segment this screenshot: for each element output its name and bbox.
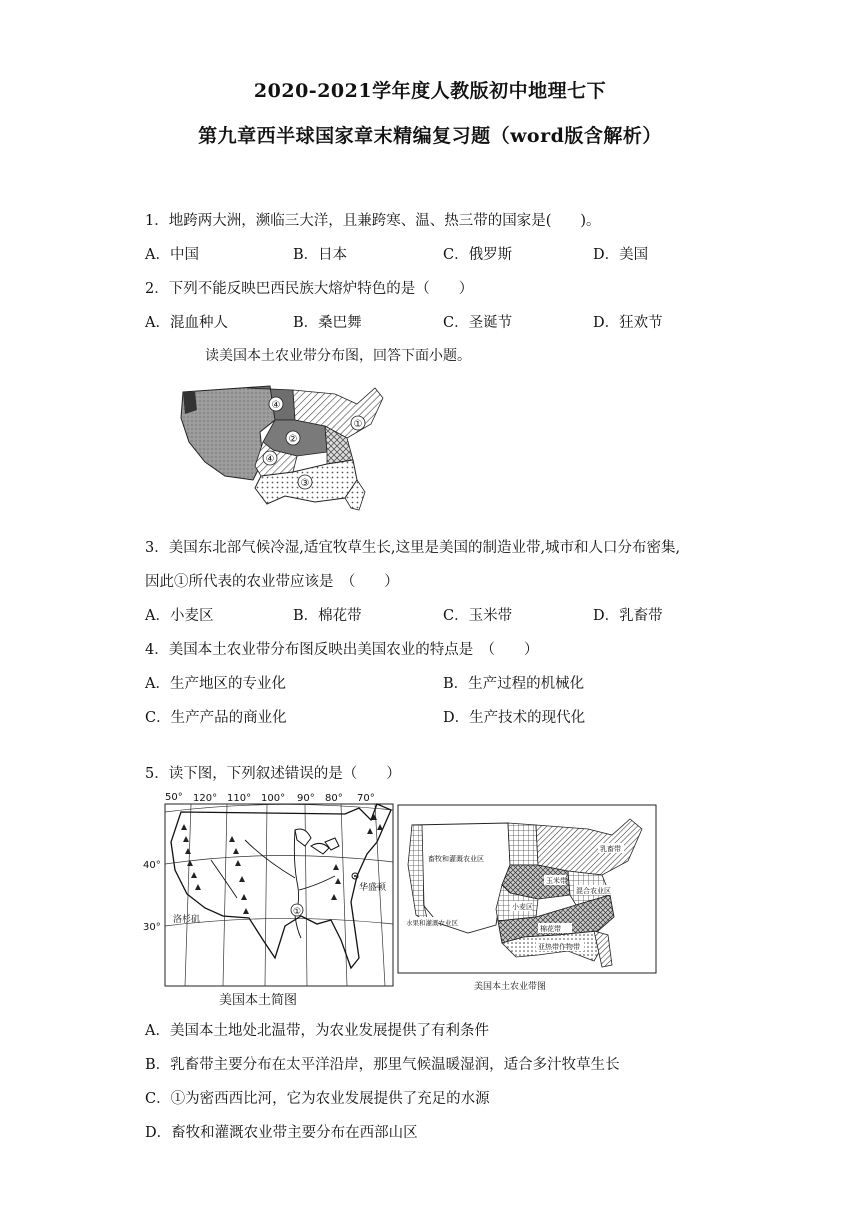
map2-lat-40: 40° — [143, 860, 161, 871]
map2-lon-90: 90° — [297, 793, 315, 804]
map3-label-mixed: 混合农业区 — [576, 887, 611, 895]
map2-lon-70: 70° — [357, 793, 375, 804]
map2-label-river-1: ① — [293, 907, 302, 917]
map3-label-fruit: 水果和灌溉农业区 — [406, 919, 458, 927]
question-1-option-a[interactable]: A．中国 — [145, 247, 199, 263]
map3-caption: 美国本土农业带图 — [474, 982, 547, 992]
question-1-option-b[interactable]: B．日本 — [293, 247, 348, 263]
question-1-option-c[interactable]: C．俄罗斯 — [443, 247, 513, 263]
map3-label-corn: 玉米带 — [546, 877, 567, 885]
question-5-option-b[interactable]: B．乳畜带主要分布在太平洋沿岸，那里气候温暖湿润，适合多汁牧草生长 — [145, 1057, 620, 1073]
question-1-option-d[interactable]: D．美国 — [593, 247, 649, 263]
map1-label-2: ② — [288, 434, 298, 445]
question-2-option-d[interactable]: D．狂欢节 — [593, 315, 663, 331]
map2-lat-50: 50° — [165, 792, 183, 803]
map3-label-subtropical: 亚热带作物带 — [538, 943, 580, 951]
question-4-option-b[interactable]: B．生产过程的机械化 — [443, 676, 585, 692]
question-5-option-a[interactable]: A．美国本土地处北温带，为农业发展提供了有利条件 — [145, 1023, 489, 1039]
question-2-option-a[interactable]: A．混血种人 — [145, 315, 228, 331]
map2-lon-80: 80° — [325, 793, 343, 804]
page-title-line1: 2020-2021学年度人教版初中地理七下 — [253, 80, 607, 102]
map1-label-4a: ④ — [271, 400, 281, 411]
question-3-option-d[interactable]: D．乳畜带 — [593, 608, 663, 624]
question-4-stem: 4．美国本土农业带分布图反映出美国农业的特点是 （ ） — [145, 642, 539, 658]
question-2-option-b[interactable]: B．桑巴舞 — [293, 315, 362, 331]
question-3-stem-line2: 因此①所代表的农业带应该是 （ ） — [145, 574, 399, 590]
map3-label-dairy: 乳畜带 — [600, 845, 621, 853]
question-3-stem-line1: 3．美国东北部气候冷湿,适宜牧草生长,这里是美国的制造业带,城市和人口分布密集, — [145, 540, 681, 556]
question-4-option-a[interactable]: A．生产地区的专业化 — [145, 676, 286, 692]
question-4-option-c[interactable]: C．生产产品的商业化 — [145, 710, 287, 726]
us-mainland-sketch-map — [145, 790, 395, 1010]
question-3-option-a[interactable]: A．小麦区 — [145, 608, 214, 624]
question-1-stem: 1．地跨两大洲，濒临三大洋，且兼跨寒、温、热三带的国家是( )。 — [145, 213, 601, 229]
page-title-line2: 第九章西半球国家章末精编复习题（word版含解析） — [198, 125, 662, 147]
map3-label-wheat: 小麦区 — [512, 903, 533, 911]
map1-label-4b: ④ — [265, 454, 275, 465]
question-2-stem: 2．下列不能反映巴西民族大熔炉特色的是（ ） — [145, 281, 474, 297]
question-5-option-d[interactable]: D．畜牧和灌溉农业带主要分布在西部山区 — [145, 1125, 418, 1141]
map2-lat-30: 30° — [143, 922, 161, 933]
us-agri-belt-map-detailed — [398, 805, 656, 995]
map2-caption: 美国本土简图 — [219, 993, 298, 1008]
map3-label-grazing: 畜牧和灌溉农业区 — [428, 855, 484, 863]
map1-label-1: ① — [353, 419, 363, 430]
question-5-option-c[interactable]: C．①为密西西比河，它为农业发展提供了充足的水源 — [145, 1091, 490, 1107]
map2-label-los-angeles: 洛杉矶 — [173, 915, 201, 925]
map2-lon-100: 100° — [261, 793, 286, 804]
map2-lon-120: 120° — [193, 793, 218, 804]
map2-label-washington: 华盛顿 — [359, 883, 387, 893]
map2-lon-110: 110° — [227, 793, 252, 804]
question-3-option-b[interactable]: B．棉花带 — [293, 608, 362, 624]
question-2-option-c[interactable]: C．圣诞节 — [443, 315, 513, 331]
us-agri-belt-map-small — [175, 380, 390, 515]
question-3-option-c[interactable]: C．玉米带 — [443, 608, 513, 624]
question-5-stem: 5．读下图，下列叙述错误的是（ ） — [145, 766, 401, 782]
map1-label-3: ③ — [300, 478, 310, 489]
map3-label-cotton: 棉花带 — [540, 925, 561, 933]
map-intro-text: 读美国本土农业带分布图，回答下面小题。 — [205, 348, 471, 364]
question-4-option-d[interactable]: D．生产技术的现代化 — [443, 710, 586, 726]
